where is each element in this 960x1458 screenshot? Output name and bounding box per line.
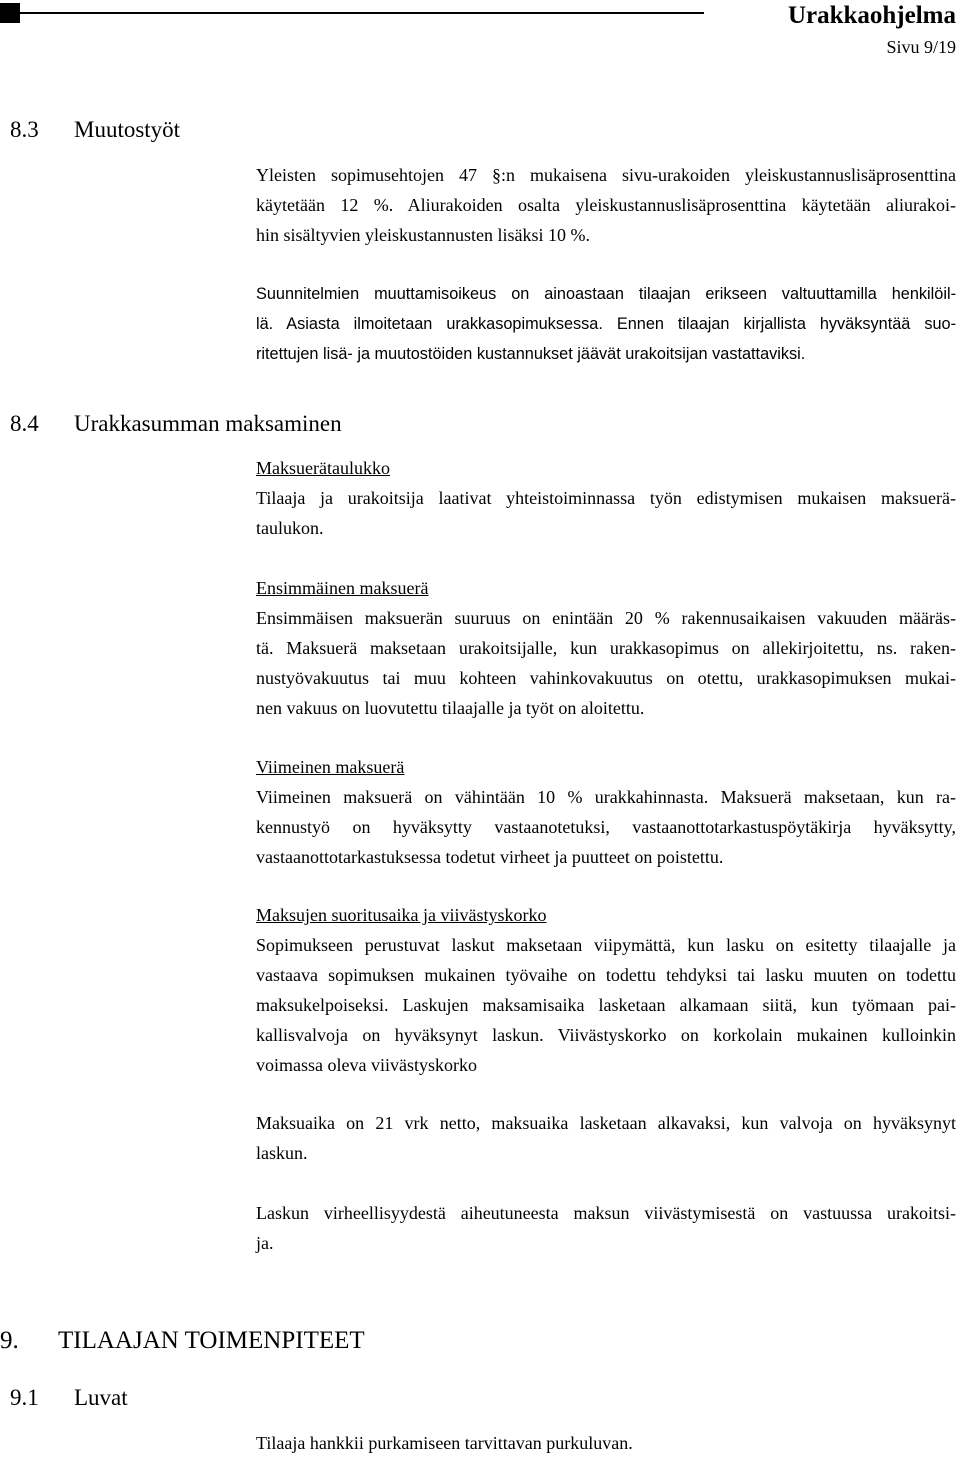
text-line: Tilaaja hankkii purkamiseen tarvittavan purkuluvan. — [256, 1433, 633, 1453]
heading-8-4 — [10, 410, 342, 438]
page-number: Sivu 9/19 — [886, 37, 956, 57]
subheading: Maksuerätaulukko — [256, 458, 390, 478]
heading-number: 9.1 — [10, 1385, 39, 1410]
text-line: maksukelpoiseksi. Laskujen maksamisaika lasketaan alkamaan siitä, kun työmaan pai- — [256, 995, 956, 1015]
subheading: Maksujen suoritusaika ja viivästyskorko — [256, 905, 547, 925]
text-line: käytetään 12 %. Aliurakoiden osalta yleiskustannuslisäprosenttina käytetään aliurakoi- — [256, 195, 956, 215]
document-title: Urakkaohjelma — [787, 2, 956, 29]
text-line: voimassa oleva viivästyskorko — [256, 1055, 477, 1075]
heading-9 — [0, 1326, 365, 1356]
text-line: Tilaaja ja urakoitsija laativat yhteistoiminnassa työn edistymisen mukaisen maksuerä- — [256, 488, 956, 508]
heading-title: TILAAJAN TOIMENPITEET — [58, 1327, 365, 1354]
paragraph-change-rights — [256, 279, 956, 369]
text-line: ritettujen lisä- ja muutostöiden kustannukset jäävät urakoitsijan vastattaviksi. — [256, 345, 806, 363]
text-line: Ensimmäisen maksuerän suuruus on enintään 20 % rakennusaikaisen vakuuden määräs- — [256, 608, 956, 628]
text-line: laskun. — [256, 1143, 308, 1163]
text-line: hin sisältyvien yleiskustannusten lisäksi 10 %. — [256, 225, 590, 245]
subsection-first-installment — [256, 573, 956, 723]
text-line: nustyövakuutus tai muu kohteen vahinkovakuutus on otettu, urakkasopimuksen mukai- — [256, 668, 956, 688]
text-line: Sopimukseen perustuvat laskut maksetaan viipymättä, kun lasku on esitetty tilaajalle ja — [256, 935, 956, 955]
heading-number: 8.4 — [10, 411, 39, 436]
heading-8-3 — [10, 116, 180, 144]
paragraph-permits — [256, 1428, 956, 1458]
text-line: Maksuaika on 21 vrk netto, maksuaika lasketaan alkavaksi, kun valvoja on hyväksynyt — [256, 1113, 956, 1133]
subsection-payment-schedule — [256, 453, 956, 543]
text-line: taulukon. — [256, 518, 324, 538]
heading-number: 8.3 — [10, 117, 39, 142]
text-line: Viimeinen maksuerä on vähintään 10 % urakkahinnasta. Maksuerä maksetaan, kun ra- — [256, 787, 956, 807]
text-line: vastaanottotarkastuksessa todetut virheet ja puutteet on poistettu. — [256, 847, 724, 867]
text-line: Suunnitelmien muuttamisoikeus on ainoastaan tilaajan erikseen valtuuttamilla henkilöil- — [256, 285, 956, 303]
heading-number: 9. — [0, 1327, 19, 1354]
text-line: kallisvalvoja on hyväksynyt laskun. Viivästyskorko on korkolain mukainen kulloinkin — [256, 1025, 956, 1045]
header-rule — [20, 12, 704, 14]
text-line: nen vakuus on luovutettu tilaajalle ja työt on aloitettu. — [256, 698, 645, 718]
subsection-payment-terms — [256, 900, 956, 1080]
subsection-final-installment — [256, 752, 956, 872]
text-line: lä. Asiasta ilmoitetaan urakkasopimuksessa. Ennen tilaajan kirjallista hyväksyntää suo- — [256, 315, 956, 333]
text-line: tä. Maksuerä maksetaan urakoitsijalle, kun urakkasopimus on allekirjoitettu, ns. raken- — [256, 638, 956, 658]
heading-title: Urakkasumman maksaminen — [74, 411, 342, 436]
text-line: ja. — [256, 1233, 274, 1253]
heading-9-1 — [10, 1384, 128, 1412]
paragraph-overhead-percentage — [256, 160, 956, 250]
subheading: Ensimmäinen maksuerä — [256, 578, 429, 598]
paragraph-invoice-errors — [256, 1198, 956, 1258]
text-line: Laskun virheellisyydestä aiheutuneesta maksun viivästymisestä on vastuussa urakoitsi- — [256, 1203, 956, 1223]
text-line: Yleisten sopimusehtojen 47 §:n mukaisena sivu-urakoiden yleiskustannuslisäprosenttina — [256, 165, 956, 185]
text-line: vastaava sopimuksen mukainen työvaihe on todettu tehdyksi tai lasku muuten on todettu — [256, 965, 956, 985]
paragraph-payment-time — [256, 1108, 956, 1168]
heading-title: Muutostyöt — [74, 117, 181, 142]
heading-title: Luvat — [74, 1385, 128, 1410]
subheading: Viimeinen maksuerä — [256, 757, 405, 777]
text-line: kennustyö on hyväksytty vastaanotetuksi, vastaanottotarkastuspöytäkirja hyväksytty, — [256, 817, 956, 837]
header-square-mark — [0, 3, 20, 23]
